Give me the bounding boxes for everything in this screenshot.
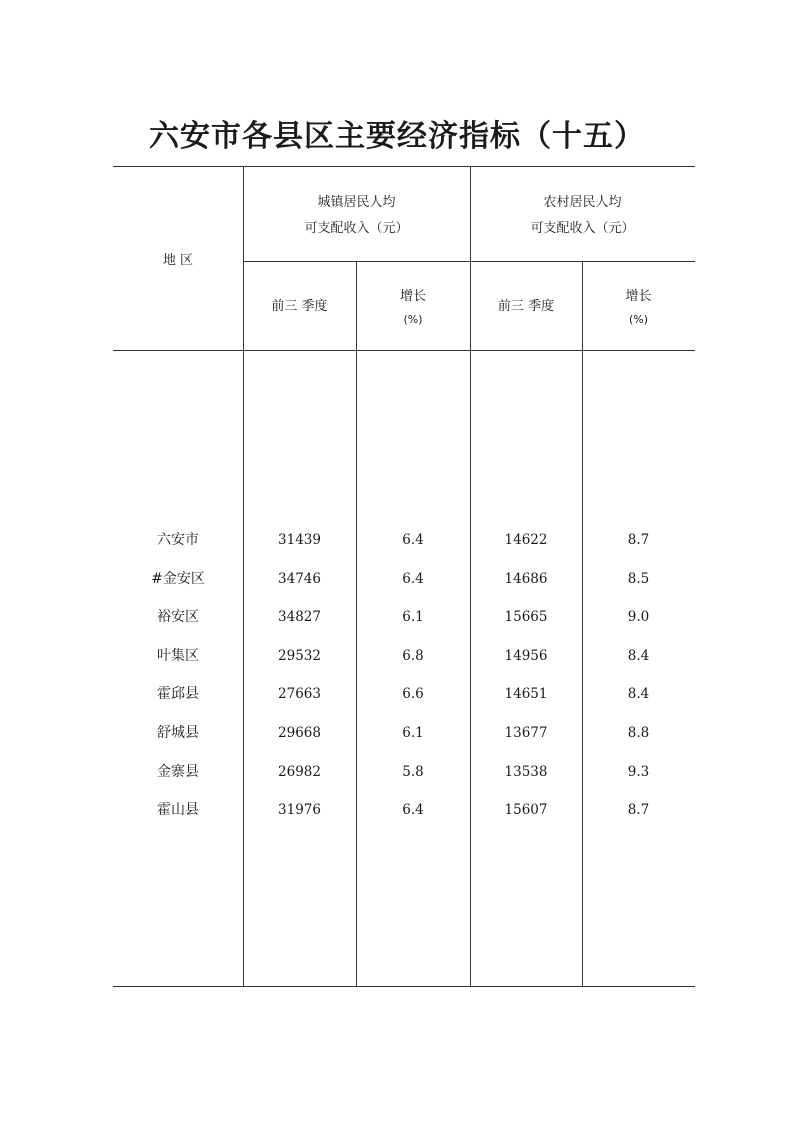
header-urban-group-line1: 城镇居民人均 — [317, 195, 396, 210]
table-row-urban-income: 27663 — [278, 686, 321, 702]
table-row-urban-income: 34827 — [278, 609, 321, 625]
header-urban-period-label: 前三 季度 — [271, 299, 328, 314]
table-row-urban-income: 29532 — [278, 648, 321, 664]
table-row-urban-income: 34746 — [278, 571, 321, 587]
table-row-rural-income: 15665 — [504, 609, 548, 625]
table-row-rural-income: 13538 — [504, 764, 548, 780]
table-row-rural-income: 13677 — [504, 725, 548, 741]
header-urban-growth — [356, 284, 470, 330]
table-row-urban-growth: 6.1 — [402, 725, 424, 741]
header-urban-growth-unit: (%) — [403, 313, 423, 326]
header-rural-period-label: 前三 季度 — [497, 299, 555, 314]
table-row-rural-growth: 8.8 — [627, 725, 650, 741]
table-row-rural-income: 14686 — [504, 571, 548, 587]
table-row-urban-growth: 6.6 — [402, 686, 424, 702]
table-row-rural-growth: 8.7 — [627, 532, 650, 548]
header-rural-growth-unit: (%) — [628, 313, 649, 326]
header-urban-period — [243, 294, 356, 320]
header-urban-group — [243, 190, 470, 242]
table-row-rural-income: 15607 — [504, 802, 548, 818]
header-urban-growth-label: 增长 — [399, 289, 426, 304]
table-row-rural-income: 14651 — [504, 686, 548, 702]
table-row-urban-growth: 5.8 — [402, 764, 424, 780]
table-row-rural-growth: 8.4 — [627, 686, 650, 702]
header-rural-group — [470, 190, 695, 242]
header-rural-group-line2: 可支配收入（元） — [530, 221, 635, 236]
table-top-rule — [113, 166, 695, 167]
table-row-region: 裕安区 — [157, 609, 199, 625]
table-row-urban-income: 26982 — [278, 764, 321, 780]
table-row-urban-growth: 6.8 — [402, 648, 424, 664]
header-rural-period — [470, 294, 582, 320]
table-row-rural-growth: 8.4 — [627, 648, 650, 664]
table-row-rural-growth: 9.0 — [627, 609, 650, 625]
table-row-region: 叶集区 — [157, 648, 199, 664]
table-row-region: 霍山县 — [157, 802, 199, 818]
header-region — [113, 248, 243, 274]
table-row-urban-income: 31439 — [278, 532, 321, 548]
table-row-urban-growth: 6.4 — [402, 802, 424, 818]
table-row-urban-growth: 6.1 — [402, 609, 424, 625]
table-row-region: 舒城县 — [157, 725, 199, 741]
table-bottom-rule — [113, 986, 695, 987]
table-row-rural-growth: 9.3 — [627, 764, 650, 780]
table-row-region: 金寨县 — [157, 764, 199, 780]
table-row-region: 六安市 — [157, 532, 199, 548]
header-bottom-rule — [113, 350, 695, 351]
table-row-rural-income: 14622 — [504, 532, 548, 548]
table-row-rural-growth: 8.5 — [627, 571, 650, 587]
table-row-urban-growth: 6.4 — [402, 571, 424, 587]
header-rural-growth — [582, 284, 695, 330]
header-region-label: 地 区 — [162, 253, 194, 268]
table-row-rural-income: 14956 — [504, 648, 548, 664]
table-row-urban-income: 29668 — [278, 725, 321, 741]
table-row-urban-income: 31976 — [278, 802, 321, 818]
header-rural-growth-label: 增长 — [625, 289, 652, 304]
header-rural-group-line1: 农村居民人均 — [543, 195, 622, 210]
page-title: 六安市各县区主要经济指标（十五） — [149, 119, 645, 154]
header-urban-group-line2: 可支配收入（元） — [304, 221, 409, 236]
table-row-urban-growth: 6.4 — [402, 532, 424, 548]
table-row-region: 霍邱县 — [157, 686, 199, 702]
table-row-region: #金安区 — [151, 571, 205, 587]
header-mid-rule — [243, 261, 695, 262]
table-row-rural-growth: 8.7 — [627, 802, 650, 818]
